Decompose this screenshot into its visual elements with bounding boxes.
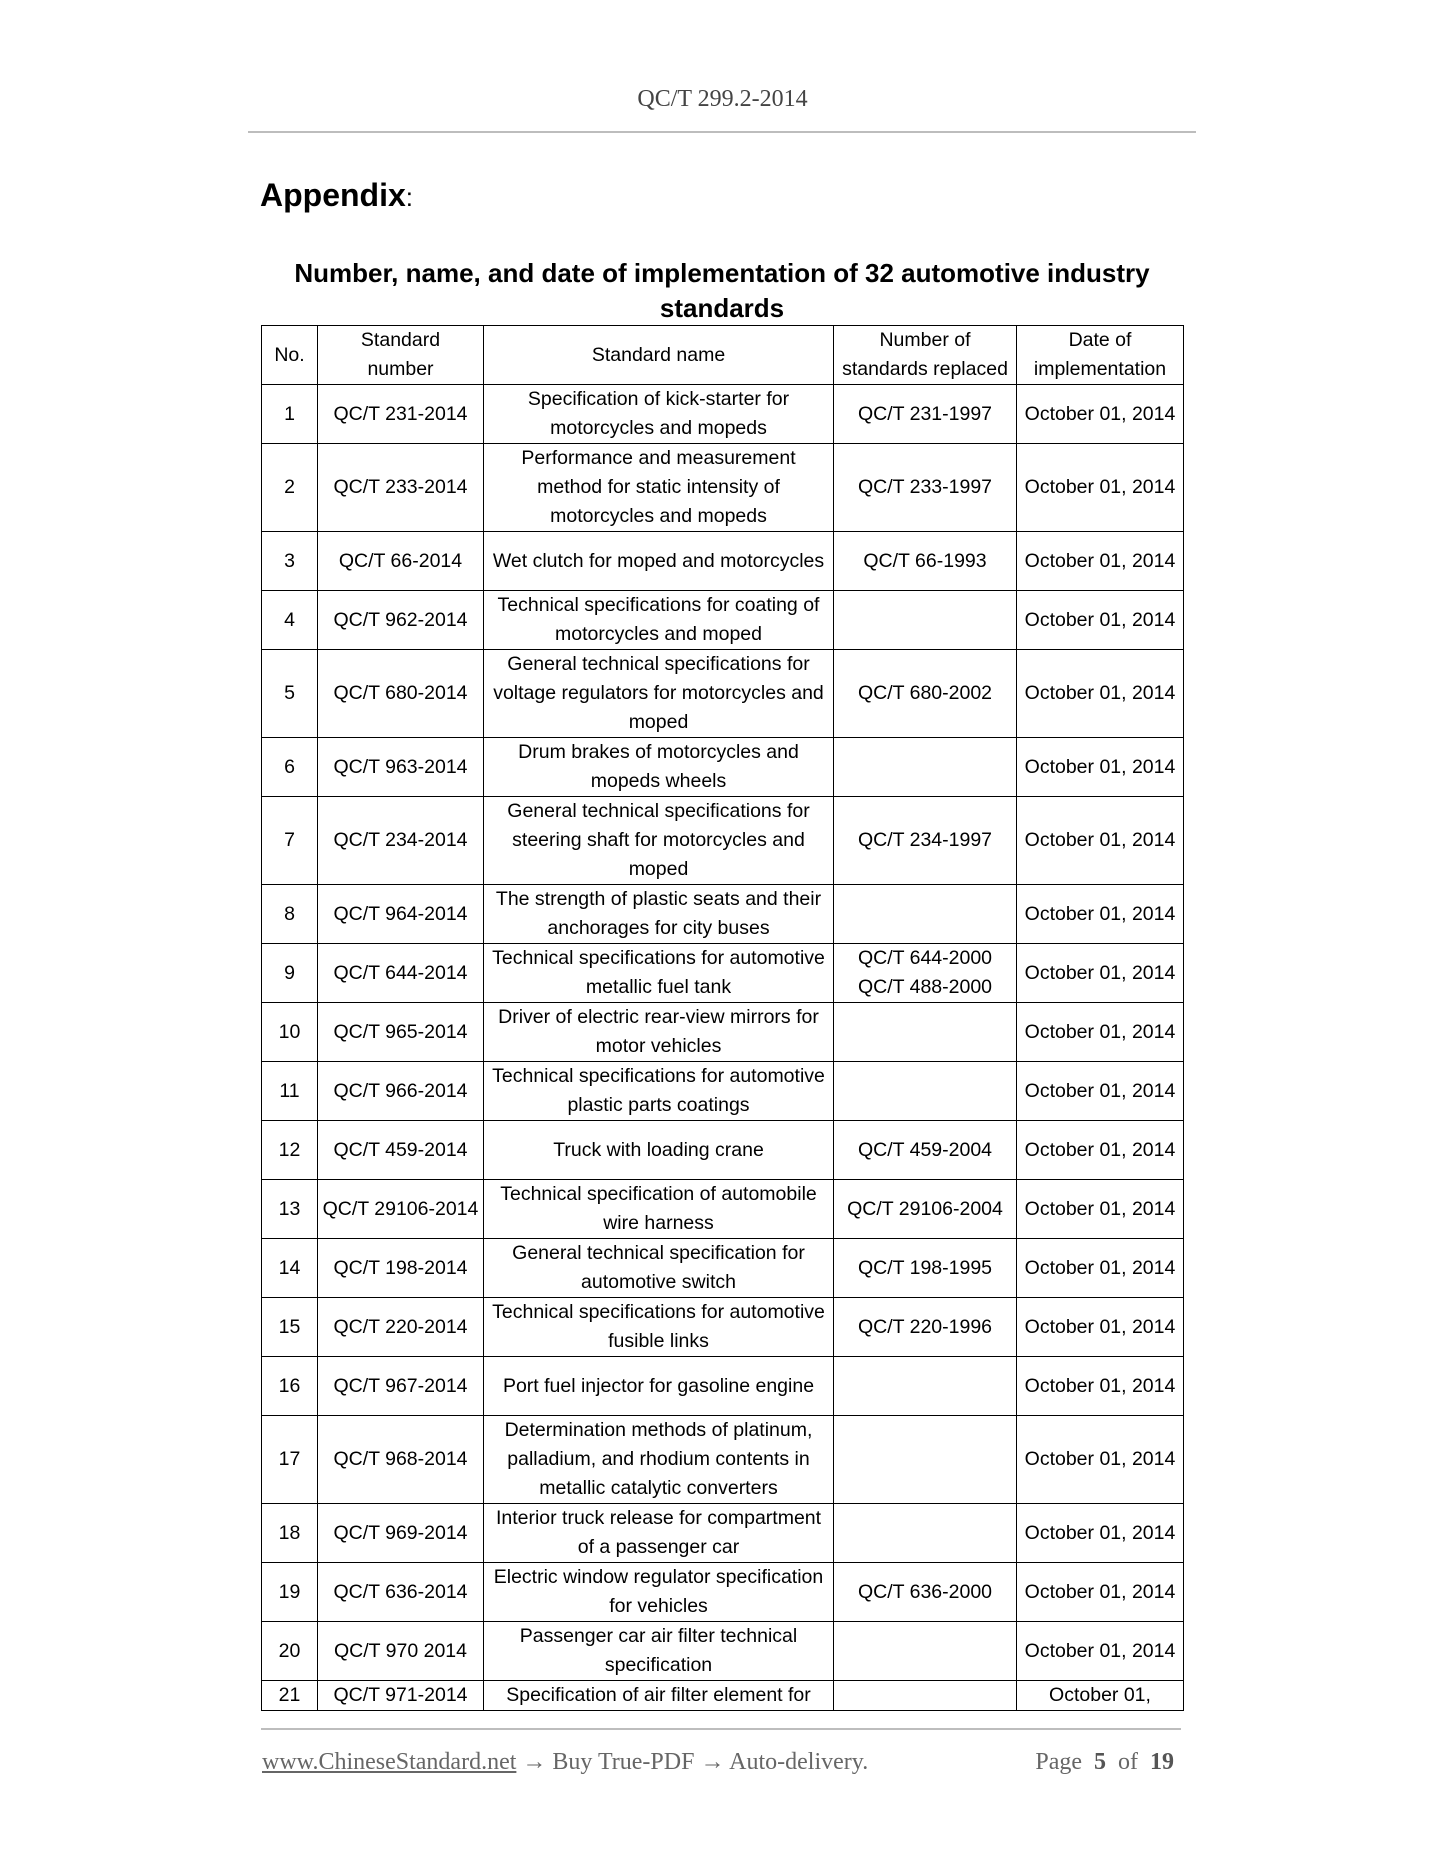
arrow-right-icon: → [700, 1749, 725, 1775]
cell-replaced [834, 1003, 1017, 1062]
appendix-label: Appendix [260, 177, 406, 213]
cell-no: 18 [262, 1504, 318, 1563]
cell-replaced: QC/T 233-1997 [834, 444, 1017, 532]
cell-no: 19 [262, 1563, 318, 1622]
cell-date: October 01, 2014 [1017, 738, 1184, 797]
cell-standard-number: QC/T 968-2014 [318, 1416, 484, 1504]
cell-standard-number: QC/T 234-2014 [318, 797, 484, 885]
cell-standard-name: Drum brakes of motorcycles and mopeds wheels [484, 738, 834, 797]
cell-replaced: QC/T 29106-2004 [834, 1180, 1017, 1239]
cell-replaced [834, 1357, 1017, 1416]
page-current: 5 [1094, 1749, 1106, 1775]
cell-date: October 01, 2014 [1017, 1180, 1184, 1239]
cell-standard-name: The strength of plastic seats and their anchorages for city buses [484, 885, 834, 944]
cell-replaced: QC/T 636-2000 [834, 1563, 1017, 1622]
cell-standard-number: QC/T 29106-2014 [318, 1180, 484, 1239]
table-row [262, 1416, 1184, 1504]
table-row [262, 1357, 1184, 1416]
buy-pdf-text: Buy True-PDF [552, 1749, 695, 1775]
cell-replaced [834, 738, 1017, 797]
cell-no: 17 [262, 1416, 318, 1504]
cell-replaced: QC/T 220-1996 [834, 1298, 1017, 1357]
cell-standard-number: QC/T 198-2014 [318, 1239, 484, 1298]
cell-no: 14 [262, 1239, 318, 1298]
table-row [262, 1062, 1184, 1121]
page-total: 19 [1150, 1749, 1174, 1775]
cell-date: October 01, 2014 [1017, 532, 1184, 591]
table-row [262, 1504, 1184, 1563]
cell-no: 10 [262, 1003, 318, 1062]
cell-standard-number: QC/T 231-2014 [318, 385, 484, 444]
cell-no: 11 [262, 1062, 318, 1121]
cell-standard-name: Determination methods of platinum, palladium, and rhodium contents in metallic catalytic converters [484, 1416, 834, 1504]
cell-no: 9 [262, 944, 318, 1003]
cell-standard-number: QC/T 459-2014 [318, 1121, 484, 1180]
cell-standard-number: QC/T 220-2014 [318, 1298, 484, 1357]
col-header-replaced: Number of standards replaced [834, 326, 1017, 385]
table-row [262, 1622, 1184, 1681]
cell-replaced [834, 885, 1017, 944]
cell-no: 6 [262, 738, 318, 797]
cell-date: October 01, [1017, 1681, 1184, 1711]
table-row [262, 738, 1184, 797]
table-row [262, 1121, 1184, 1180]
table-row [262, 444, 1184, 532]
cell-replaced [834, 1062, 1017, 1121]
cell-replaced: QC/T 644-2000 QC/T 488-2000 [834, 944, 1017, 1003]
cell-date: October 01, 2014 [1017, 385, 1184, 444]
cell-replaced: QC/T 234-1997 [834, 797, 1017, 885]
footer-divider [261, 1728, 1181, 1730]
col-header-standard-name: Standard name [484, 326, 834, 385]
cell-standard-number: QC/T 965-2014 [318, 1003, 484, 1062]
cell-standard-number: QC/T 963-2014 [318, 738, 484, 797]
cell-standard-number: QC/T 969-2014 [318, 1504, 484, 1563]
cell-standard-number: QC/T 970 2014 [318, 1622, 484, 1681]
table-row [262, 385, 1184, 444]
cell-replaced: QC/T 198-1995 [834, 1239, 1017, 1298]
cell-standard-name: Passenger car air filter technical specification [484, 1622, 834, 1681]
table-row [262, 650, 1184, 738]
table-row [262, 944, 1184, 1003]
cell-date: October 01, 2014 [1017, 944, 1184, 1003]
table-row [262, 1180, 1184, 1239]
cell-replaced [834, 1681, 1017, 1711]
cell-standard-number: QC/T 66-2014 [318, 532, 484, 591]
col-header-date: Date of implementation [1017, 326, 1184, 385]
arrow-right-icon: → [522, 1749, 547, 1775]
cell-date: October 01, 2014 [1017, 1062, 1184, 1121]
table-row [262, 1563, 1184, 1622]
cell-no: 8 [262, 885, 318, 944]
cell-standard-name: Specification of kick-starter for motorcycles and mopeds [484, 385, 834, 444]
cell-standard-name: General technical specifications for steering shaft for motorcycles and moped [484, 797, 834, 885]
cell-standard-name: Electric window regulator specification for vehicles [484, 1563, 834, 1622]
cell-standard-number: QC/T 636-2014 [318, 1563, 484, 1622]
cell-standard-name: Technical specification of automobile wire harness [484, 1180, 834, 1239]
cell-standard-name: Specification of air filter element for [484, 1681, 834, 1711]
cell-standard-name: Performance and measurement method for static intensity of motorcycles and mopeds [484, 444, 834, 532]
table-row [262, 1681, 1184, 1711]
table-header-row [262, 326, 1184, 385]
col-header-no: No. [262, 326, 318, 385]
cell-date: October 01, 2014 [1017, 885, 1184, 944]
cell-date: October 01, 2014 [1017, 1357, 1184, 1416]
cell-replaced: QC/T 680-2002 [834, 650, 1017, 738]
cell-standard-number: QC/T 644-2014 [318, 944, 484, 1003]
cell-date: October 01, 2014 [1017, 1563, 1184, 1622]
cell-standard-name: Truck with loading crane [484, 1121, 834, 1180]
table-row [262, 532, 1184, 591]
cell-standard-name: Technical specifications for automotive metallic fuel tank [484, 944, 834, 1003]
page-indicator [1035, 1749, 1174, 1776]
cell-standard-name: Technical specifications for coating of motorcycles and moped [484, 591, 834, 650]
table-row [262, 1003, 1184, 1062]
cell-standard-number: QC/T 971-2014 [318, 1681, 484, 1711]
cell-standard-number: QC/T 964-2014 [318, 885, 484, 944]
cell-no: 13 [262, 1180, 318, 1239]
cell-date: October 01, 2014 [1017, 1416, 1184, 1504]
table-row [262, 1239, 1184, 1298]
cell-no: 1 [262, 385, 318, 444]
cell-date: October 01, 2014 [1017, 1121, 1184, 1180]
cell-no: 16 [262, 1357, 318, 1416]
cell-replaced [834, 591, 1017, 650]
cell-date: October 01, 2014 [1017, 591, 1184, 650]
cell-standard-number: QC/T 966-2014 [318, 1062, 484, 1121]
cell-standard-number: QC/T 967-2014 [318, 1357, 484, 1416]
cell-date: October 01, 2014 [1017, 444, 1184, 532]
cell-replaced [834, 1416, 1017, 1504]
col-header-standard-number: Standard number [318, 326, 484, 385]
appendix-colon: : [405, 182, 414, 212]
appendix-heading [260, 177, 413, 214]
cell-replaced [834, 1504, 1017, 1563]
cell-no: 3 [262, 532, 318, 591]
cell-no: 21 [262, 1681, 318, 1711]
footer-links [262, 1749, 868, 1776]
cell-standard-name: Driver of electric rear-view mirrors for motor vehicles [484, 1003, 834, 1062]
table-row [262, 591, 1184, 650]
cell-replaced [834, 1622, 1017, 1681]
cell-standard-number: QC/T 233-2014 [318, 444, 484, 532]
cell-no: 4 [262, 591, 318, 650]
page-of: of [1118, 1749, 1138, 1775]
cell-standard-name: General technical specification for automotive switch [484, 1239, 834, 1298]
auto-delivery-text: Auto-delivery. [729, 1749, 869, 1775]
cell-standard-name: Wet clutch for moped and motorcycles [484, 532, 834, 591]
cell-date: October 01, 2014 [1017, 650, 1184, 738]
running-header: QC/T 299.2-2014 [637, 86, 808, 112]
cell-no: 20 [262, 1622, 318, 1681]
cell-date: October 01, 2014 [1017, 1504, 1184, 1563]
cell-no: 2 [262, 444, 318, 532]
cell-standard-number: QC/T 962-2014 [318, 591, 484, 650]
cell-date: October 01, 2014 [1017, 1622, 1184, 1681]
header-divider [248, 131, 1196, 133]
table-row [262, 885, 1184, 944]
cell-no: 15 [262, 1298, 318, 1357]
standards-table [261, 325, 1184, 1711]
cell-replaced: QC/T 231-1997 [834, 385, 1017, 444]
table-title: Number, name, and date of implementation of 32 automotive industry standards [294, 258, 1150, 323]
cell-standard-name: Technical specifications for automotive fusible links [484, 1298, 834, 1357]
cell-date: October 01, 2014 [1017, 1003, 1184, 1062]
cell-date: October 01, 2014 [1017, 797, 1184, 885]
cell-date: October 01, 2014 [1017, 1239, 1184, 1298]
cell-replaced: QC/T 66-1993 [834, 532, 1017, 591]
cell-no: 12 [262, 1121, 318, 1180]
cell-standard-name: Interior truck release for compartment of a passenger car [484, 1504, 834, 1563]
page-label: Page [1035, 1749, 1082, 1775]
table-row [262, 1298, 1184, 1357]
cell-date: October 01, 2014 [1017, 1298, 1184, 1357]
table-row [262, 797, 1184, 885]
cell-standard-name: Port fuel injector for gasoline engine [484, 1357, 834, 1416]
cell-standard-name: Technical specifications for automotive plastic parts coatings [484, 1062, 834, 1121]
cell-replaced: QC/T 459-2004 [834, 1121, 1017, 1180]
site-link[interactable]: www.ChineseStandard.net [262, 1749, 517, 1775]
cell-standard-name: General technical specifications for voltage regulators for motorcycles and moped [484, 650, 834, 738]
cell-no: 5 [262, 650, 318, 738]
cell-no: 7 [262, 797, 318, 885]
cell-standard-number: QC/T 680-2014 [318, 650, 484, 738]
